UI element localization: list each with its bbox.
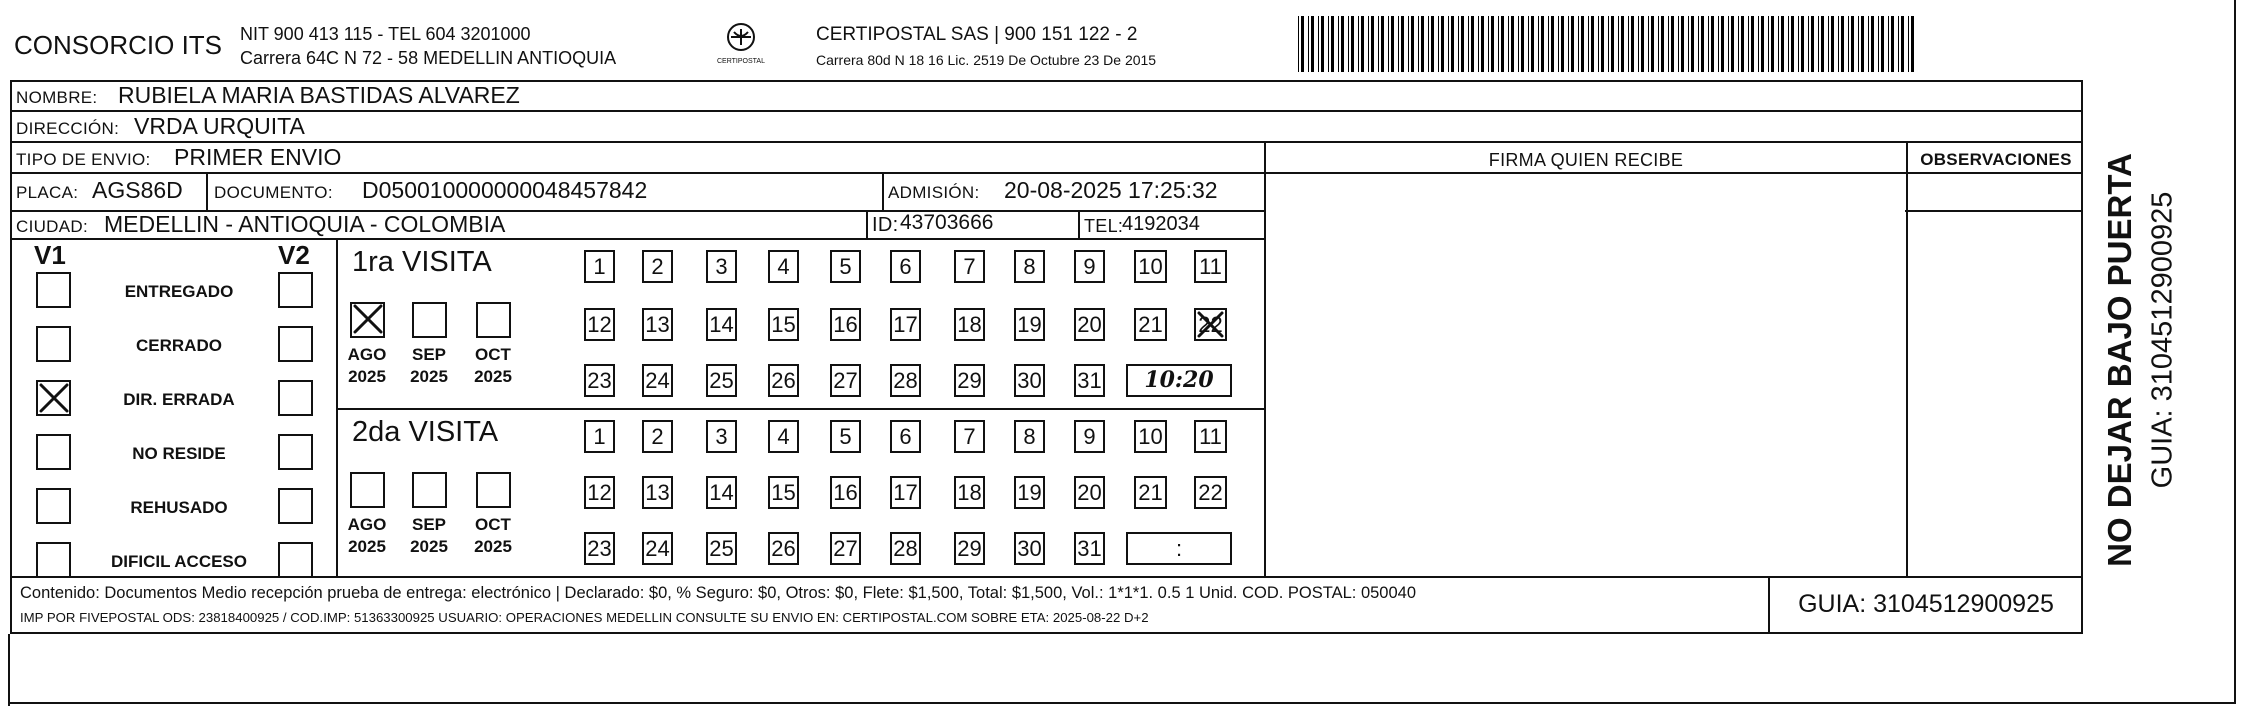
barcode-bar: [1908, 16, 1909, 72]
second-day-26[interactable]: 26: [768, 532, 799, 565]
v2-checkbox-5[interactable]: [278, 542, 313, 578]
row-divider: [10, 172, 2083, 174]
first-month-label-2: OCT: [475, 345, 511, 364]
barcode-bar: [1318, 16, 1319, 72]
row-divider: [10, 141, 2083, 143]
outer-frame-right: [2234, 0, 2236, 704]
barcode-bar: [1301, 16, 1304, 72]
tel-value: 4192034: [1122, 213, 1200, 235]
first-day-7[interactable]: 7: [954, 250, 985, 283]
barcode-bar: [1881, 16, 1884, 72]
second-day-13[interactable]: 13: [642, 476, 673, 509]
barcode-bar: [1651, 16, 1654, 72]
barcode-bar: [1488, 16, 1489, 72]
barcode-bar: [1391, 16, 1394, 72]
status-label-5: DIFICIL ACCESO: [110, 552, 247, 571]
barcode-bar: [1751, 16, 1754, 72]
second-day-2[interactable]: 2: [642, 420, 673, 453]
company-name: CONSORCIO ITS: [14, 30, 223, 60]
barcode-bar: [1671, 16, 1674, 72]
side-guia: GUIA: 3104512900925: [2146, 191, 2179, 489]
second-month-label-1: SEP: [411, 515, 447, 534]
barcode-bar: [1718, 16, 1719, 72]
second-day-17[interactable]: 17: [890, 476, 921, 509]
second-day-30[interactable]: 30: [1014, 532, 1045, 565]
ciudad-value: MEDELLIN - ANTIOQUIA - COLOMBIA: [104, 211, 506, 237]
barcode-bar: [1788, 16, 1789, 72]
barcode-bar: [1878, 16, 1879, 72]
first-month-label-1: SEP: [411, 345, 447, 364]
barcode-bar: [1668, 16, 1669, 72]
barcode-bars: [1298, 16, 1914, 72]
barcode-bar: [1691, 16, 1694, 72]
barcode-bar: [1571, 16, 1574, 72]
barcode-bar: [1778, 16, 1779, 72]
barcode-bar: [1768, 16, 1769, 72]
outer-frame-bottom: [8, 702, 2236, 704]
barcode-bar: [1501, 16, 1504, 72]
first-day-4[interactable]: 4: [768, 250, 799, 283]
nombre-label: NOMBRE:: [16, 88, 98, 107]
second-day-12[interactable]: 12: [584, 476, 615, 509]
barcode-bar: [1451, 16, 1454, 72]
first-month-box-2[interactable]: [476, 302, 511, 338]
first-day-5[interactable]: 5: [830, 250, 861, 283]
barcode-bar: [1441, 16, 1444, 72]
barcode-bar: [1348, 16, 1349, 72]
first-day-14[interactable]: 14: [706, 308, 737, 341]
barcode-bar: [1641, 16, 1644, 72]
v2-checkbox-4[interactable]: [278, 488, 313, 524]
barcode-bar: [1311, 16, 1314, 72]
carrier-name: CERTIPOSTAL SAS | 900 151 122 - 2: [816, 24, 1138, 45]
barcode-bar: [1628, 16, 1629, 72]
barcode-bar: [1431, 16, 1434, 72]
v2-checkbox-1[interactable]: [278, 326, 313, 362]
first-year-label-0: 2025: [348, 367, 386, 386]
col-divider: [1078, 210, 1080, 238]
barcode-bar: [1701, 16, 1704, 72]
admision-value: 20-08-2025 17:25:32: [1004, 177, 1218, 203]
barcode-bar: [1508, 16, 1509, 72]
barcode-bar: [1518, 16, 1519, 72]
footer-imp-line: IMP POR FIVEPOSTAL ODS: 23818400925 / COD.IMP: 51363300925 USUARIO: OPERACIONES MEDELLIN CONSULTE SU ENVIO EN: CERTIPOSTAL.COM SOBRE ETA: 2025-08-22 D+2: [20, 610, 1149, 625]
admision-label: ADMISIÓN:: [888, 183, 980, 202]
barcode-bar: [1531, 16, 1534, 72]
second-day-23[interactable]: 23: [584, 532, 615, 565]
barcode: [1298, 16, 1918, 72]
barcode-bar: [1478, 16, 1479, 72]
first-day-25[interactable]: 25: [706, 364, 737, 397]
second-day-9[interactable]: 9: [1074, 420, 1105, 453]
first-day-13[interactable]: 13: [642, 308, 673, 341]
first-month-label-0: AGO: [347, 345, 387, 364]
col-divider: [1906, 141, 1908, 576]
barcode-bar: [1481, 16, 1484, 72]
barcode-bar: [1328, 16, 1329, 72]
second-day-6[interactable]: 6: [890, 420, 921, 453]
status-label-4: REHUSADO: [130, 498, 228, 517]
first-day-16[interactable]: 16: [830, 308, 861, 341]
first-day-8[interactable]: 8: [1014, 250, 1045, 283]
first-day-31[interactable]: 31: [1074, 364, 1105, 397]
carrier-address: Carrera 80d N 18 16 Lic. 2519 De Octubre 23 De 2015: [816, 52, 1157, 68]
second-day-24[interactable]: 24: [642, 532, 673, 565]
tel-label: TEL:: [1084, 216, 1124, 236]
barcode-bar: [1568, 16, 1569, 72]
barcode-bar: [1461, 16, 1464, 72]
v1-checkbox-5[interactable]: [36, 542, 71, 578]
company-nit: NIT 900 413 115 - TEL 604 3201000: [240, 24, 531, 44]
second-day-16[interactable]: 16: [830, 476, 861, 509]
barcode-bar: [1888, 16, 1889, 72]
status-label-1: CERRADO: [136, 336, 222, 355]
barcode-bar: [1868, 16, 1869, 72]
second-month-box-1[interactable]: [412, 472, 447, 508]
status-label-0: ENTREGADO: [124, 282, 234, 301]
barcode-bar: [1911, 16, 1914, 72]
first-day-18[interactable]: 18: [954, 308, 985, 341]
second-visit-title: 2da VISITA: [352, 416, 499, 448]
barcode-bar: [1621, 16, 1624, 72]
footer-content-line: Contenido: Documentos Medio recepción prueba de entrega: electrónico | Declarado: $0, % Seguro: $0, Otros: $0, Flete: $1,500, Total: $1,500, Vol.: 1*1*1. 0.5 1 Unid. COD. POSTAL: 050040: [20, 584, 1417, 602]
barcode-bar: [1808, 16, 1809, 72]
direccion-label: DIRECCIÓN:: [16, 119, 120, 138]
barcode-bar: [1818, 16, 1819, 72]
second-day-1[interactable]: 1: [584, 420, 615, 453]
second-day-8[interactable]: 8: [1014, 420, 1045, 453]
second-year-label-0: 2025: [348, 537, 386, 556]
row-divider: [10, 238, 1266, 240]
barcode-bar: [1728, 16, 1729, 72]
first-month-check-mark: [351, 302, 385, 336]
second-year-label-2: 2025: [474, 537, 512, 556]
first-day-12[interactable]: 12: [584, 308, 615, 341]
first-day-6[interactable]: 6: [890, 250, 921, 283]
first-day-27[interactable]: 27: [830, 364, 861, 397]
first-time-box[interactable]: 10:20: [1126, 364, 1232, 397]
barcode-bar: [1561, 16, 1564, 72]
col-divider: [1264, 141, 1266, 576]
row-divider: [10, 576, 2083, 578]
v2-label: V2: [278, 240, 310, 270]
barcode-bar: [1591, 16, 1594, 72]
status-label-3: NO RESIDE: [132, 444, 226, 463]
barcode-bar: [1648, 16, 1649, 72]
barcode-bar: [1468, 16, 1469, 72]
first-visit-title: 1ra VISITA: [352, 246, 492, 278]
barcode-bar: [1438, 16, 1439, 72]
barcode-bar: [1408, 16, 1409, 72]
barcode-bar: [1341, 16, 1344, 72]
nombre-value: RUBIELA MARIA BASTIDAS ALVAREZ: [118, 82, 520, 108]
second-month-label-2: OCT: [475, 515, 511, 534]
barcode-bar: [1761, 16, 1764, 72]
barcode-bar: [1661, 16, 1664, 72]
placa-label: PLACA:: [16, 183, 79, 202]
second-day-29[interactable]: 29: [954, 532, 985, 565]
first-day-10[interactable]: 10: [1134, 250, 1167, 283]
v1-check-mark: [37, 381, 71, 415]
barcode-bar: [1698, 16, 1699, 72]
barcode-bar: [1618, 16, 1619, 72]
no-dejar-bajo-puerta: NO DEJAR BAJO PUERTA: [2101, 153, 2138, 567]
barcode-bar: [1601, 16, 1604, 72]
barcode-bar: [1638, 16, 1639, 72]
barcode-bar: [1308, 16, 1309, 72]
barcode-bar: [1358, 16, 1359, 72]
barcode-bar: [1528, 16, 1529, 72]
second-day-5[interactable]: 5: [830, 420, 861, 453]
documento-label: DOCUMENTO:: [214, 183, 333, 202]
barcode-bar: [1758, 16, 1759, 72]
col-divider: [866, 210, 868, 238]
first-month-box-1[interactable]: [412, 302, 447, 338]
barcode-bar: [1598, 16, 1599, 72]
second-month-box-0[interactable]: [350, 472, 385, 508]
barcode-bar: [1811, 16, 1814, 72]
first-day-21[interactable]: 21: [1134, 308, 1167, 341]
barcode-bar: [1688, 16, 1689, 72]
barcode-bar: [1798, 16, 1799, 72]
second-day-11[interactable]: 11: [1194, 420, 1227, 453]
barcode-bar: [1611, 16, 1614, 72]
barcode-bar: [1588, 16, 1589, 72]
barcode-bar: [1741, 16, 1744, 72]
v1-checkbox-3[interactable]: [36, 434, 71, 470]
second-day-15[interactable]: 15: [768, 476, 799, 509]
company-address: Carrera 64C N 72 - 58 MEDELLIN ANTIOQUIA: [240, 48, 617, 68]
barcode-bar: [1331, 16, 1334, 72]
col-divider: [882, 172, 884, 210]
barcode-bar: [1521, 16, 1524, 72]
barcode-bar: [1551, 16, 1554, 72]
col-divider: [336, 238, 338, 576]
footer-guia: GUIA: 3104512900925: [1798, 590, 2054, 618]
second-year-label-1: 2025: [410, 537, 448, 556]
v2-checkbox-2[interactable]: [278, 380, 313, 416]
second-day-4[interactable]: 4: [768, 420, 799, 453]
first-day-17[interactable]: 17: [890, 308, 921, 341]
barcode-bar: [1388, 16, 1389, 72]
first-day-26[interactable]: 26: [768, 364, 799, 397]
barcode-bar: [1791, 16, 1794, 72]
barcode-bar: [1471, 16, 1474, 72]
first-day-15[interactable]: 15: [768, 308, 799, 341]
barcode-bar: [1378, 16, 1379, 72]
barcode-bar: [1771, 16, 1774, 72]
barcode-bar: [1831, 16, 1834, 72]
second-day-21[interactable]: 21: [1134, 476, 1167, 509]
barcode-bar: [1838, 16, 1839, 72]
barcode-bar: [1828, 16, 1829, 72]
tipo-envio-label: TIPO DE ENVIO:: [16, 150, 151, 169]
barcode-bar: [1821, 16, 1824, 72]
barcode-bar: [1871, 16, 1874, 72]
barcode-bar: [1548, 16, 1549, 72]
ciudad-label: CIUDAD:: [16, 217, 88, 236]
barcode-bar: [1411, 16, 1414, 72]
v1-checkbox-0[interactable]: [36, 272, 71, 308]
v1-checkbox-1[interactable]: [36, 326, 71, 362]
barcode-bar: [1731, 16, 1734, 72]
barcode-bar: [1421, 16, 1424, 72]
barcode-bar: [1678, 16, 1679, 72]
first-day-29[interactable]: 29: [954, 364, 985, 397]
barcode-bar: [1321, 16, 1324, 72]
barcode-bar: [1361, 16, 1364, 72]
barcode-bar: [1711, 16, 1714, 72]
barcode-bar: [1748, 16, 1749, 72]
barcode-bar: [1801, 16, 1804, 72]
second-day-10[interactable]: 10: [1134, 420, 1167, 453]
barcode-bar: [1398, 16, 1399, 72]
placa-value: AGS86D: [92, 177, 183, 203]
barcode-bar: [1448, 16, 1449, 72]
second-day-3[interactable]: 3: [706, 420, 737, 453]
barcode-bar: [1608, 16, 1609, 72]
row-divider: [1905, 210, 2083, 212]
barcode-bar: [1491, 16, 1494, 72]
second-day-28[interactable]: 28: [890, 532, 921, 565]
v2-checkbox-0[interactable]: [278, 272, 313, 308]
barcode-bar: [1458, 16, 1459, 72]
barcode-bar: [1581, 16, 1584, 72]
barcode-bar: [1351, 16, 1354, 72]
second-day-14[interactable]: 14: [706, 476, 737, 509]
barcode-bar: [1901, 16, 1904, 72]
second-month-label-0: AGO: [347, 515, 387, 534]
id-label: ID:: [872, 214, 899, 236]
barcode-bar: [1298, 16, 1299, 72]
first-day-1[interactable]: 1: [584, 250, 615, 283]
certipostal-logo: [706, 20, 776, 72]
direccion-value: VRDA URQUITA: [134, 113, 305, 139]
barcode-bar: [1738, 16, 1739, 72]
barcode-bar: [1891, 16, 1894, 72]
barcode-bar: [1371, 16, 1374, 72]
second-day-7[interactable]: 7: [954, 420, 985, 453]
col-divider: [206, 172, 208, 210]
barcode-bar: [1631, 16, 1634, 72]
row-divider: [10, 110, 2083, 112]
barcode-bar: [1428, 16, 1429, 72]
barcode-bar: [1541, 16, 1544, 72]
barcode-bar: [1401, 16, 1404, 72]
first-year-label-2: 2025: [474, 367, 512, 386]
barcode-bar: [1381, 16, 1384, 72]
barcode-bar: [1338, 16, 1339, 72]
barcode-bar: [1858, 16, 1859, 72]
first-day-check-mark: [1195, 309, 1226, 340]
first-day-11[interactable]: 11: [1194, 250, 1227, 283]
barcode-bar: [1721, 16, 1724, 72]
second-day-20[interactable]: 20: [1074, 476, 1105, 509]
first-year-label-1: 2025: [410, 367, 448, 386]
barcode-bar: [1848, 16, 1849, 72]
firma-label: FIRMA QUIEN RECIBE: [1488, 150, 1684, 170]
v2-checkbox-3[interactable]: [278, 434, 313, 470]
barcode-bar: [1658, 16, 1659, 72]
first-day-20[interactable]: 20: [1074, 308, 1105, 341]
id-value: 43703666: [900, 211, 994, 234]
visit-divider: [336, 408, 1266, 410]
first-day-23[interactable]: 23: [584, 364, 615, 397]
first-day-9[interactable]: 9: [1074, 250, 1105, 283]
barcode-bar: [1368, 16, 1369, 72]
barcode-bar: [1498, 16, 1499, 72]
second-day-25[interactable]: 25: [706, 532, 737, 565]
status-label-2: DIR. ERRADA: [123, 390, 235, 409]
documento-value: D050010000000048457842: [362, 177, 648, 203]
barcode-bar: [1681, 16, 1684, 72]
second-day-27[interactable]: 27: [830, 532, 861, 565]
first-day-19[interactable]: 19: [1014, 308, 1045, 341]
v1-label: V1: [34, 240, 66, 270]
second-month-box-2[interactable]: [476, 472, 511, 508]
barcode-bar: [1781, 16, 1784, 72]
first-day-22[interactable]: 22: [1194, 308, 1227, 341]
second-day-18[interactable]: 18: [954, 476, 985, 509]
barcode-bar: [1898, 16, 1899, 72]
barcode-bar: [1708, 16, 1709, 72]
barcode-bar: [1538, 16, 1539, 72]
first-day-28[interactable]: 28: [890, 364, 921, 397]
first-day-3[interactable]: 3: [706, 250, 737, 283]
observaciones-label: OBSERVACIONES: [1920, 150, 2072, 169]
v1-checkbox-4[interactable]: [36, 488, 71, 524]
barcode-bar: [1841, 16, 1844, 72]
barcode-bar: [1418, 16, 1419, 72]
second-time-box[interactable]: :: [1126, 532, 1232, 565]
tipo-envio-value: PRIMER ENVIO: [174, 144, 342, 170]
barcode-bar: [1578, 16, 1579, 72]
second-day-31[interactable]: 31: [1074, 532, 1105, 565]
logo-caption: CERTIPOSTAL: [717, 58, 765, 65]
barcode-bar: [1511, 16, 1514, 72]
outer-frame-left: [8, 634, 10, 706]
first-day-30[interactable]: 30: [1014, 364, 1045, 397]
first-day-2[interactable]: 2: [642, 250, 673, 283]
second-day-22[interactable]: 22: [1194, 476, 1227, 509]
second-day-19[interactable]: 19: [1014, 476, 1045, 509]
barcode-bar: [1851, 16, 1854, 72]
first-day-24[interactable]: 24: [642, 364, 673, 397]
barcode-bar: [1861, 16, 1864, 72]
barcode-bar: [1558, 16, 1559, 72]
